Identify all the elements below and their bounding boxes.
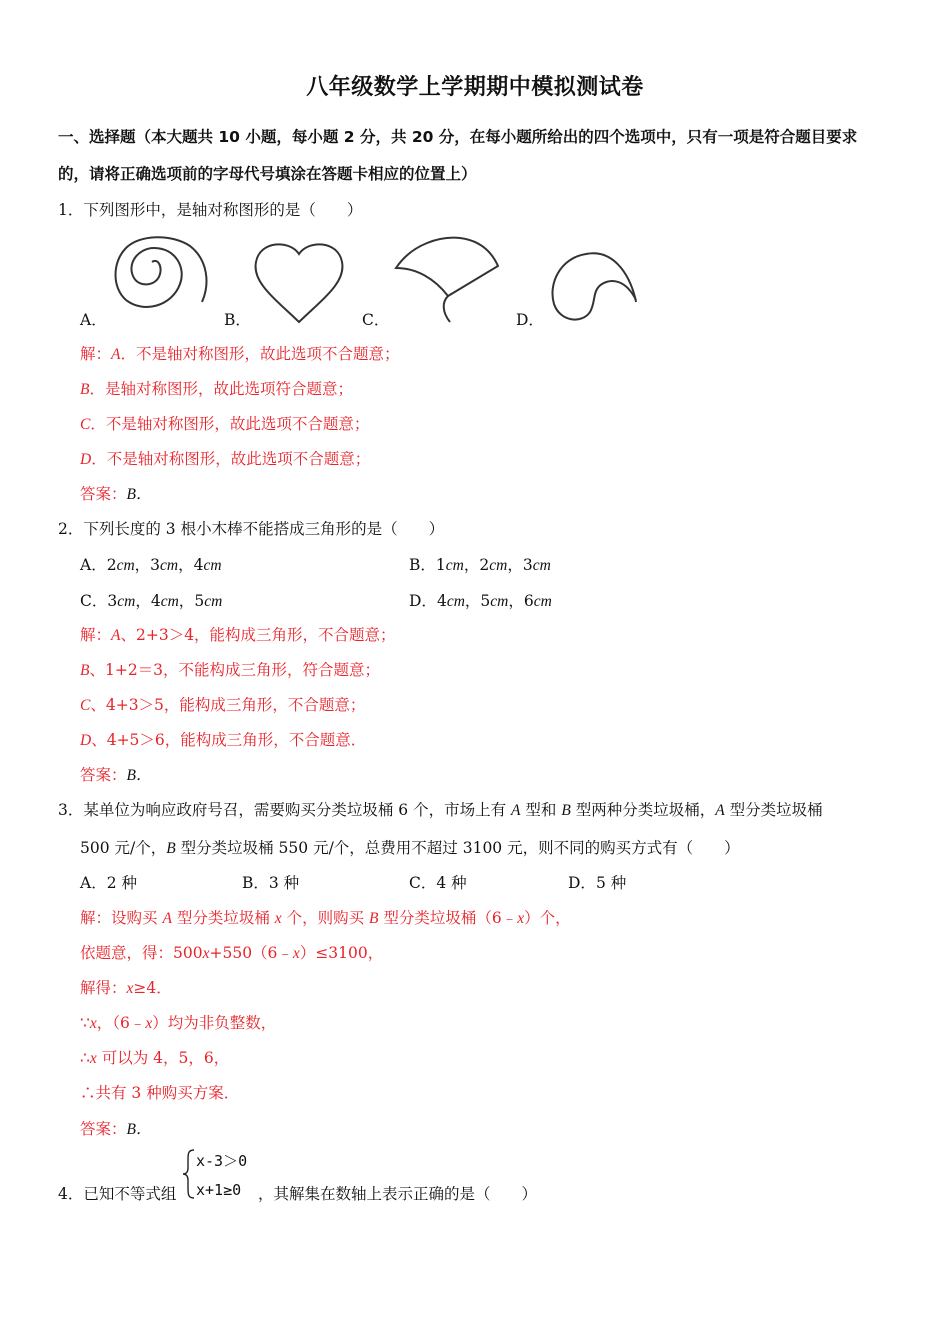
q3-stem-line2: 500 元/个，B 型分类垃圾桶 550 元/个，总费用不超过 3100 元，则不同的购买方式有（ ） bbox=[80, 839, 740, 857]
left-brace-icon bbox=[182, 1148, 196, 1200]
q3-solution-line: ∴共有 3 种购买方案． bbox=[80, 1084, 240, 1102]
inequality-1: x-3＞0 bbox=[196, 1152, 248, 1170]
q3-option-b: B．3 种 bbox=[242, 874, 300, 892]
q2-solution-line: 解：A、2+3＞4，能构成三角形，不合题意； bbox=[80, 626, 396, 644]
q2-option-a: A．2cm，3cm，4cm bbox=[80, 556, 222, 574]
inequality-2: x+1≥0 bbox=[196, 1181, 242, 1199]
q2-answer: 答案：B． bbox=[80, 766, 152, 784]
q1-solution-line: D．不是轴对称图形，故此选项不合题意； bbox=[80, 450, 371, 468]
q1-option-a-label: A． bbox=[80, 311, 107, 329]
q2-option-d: D．4cm，5cm，6cm bbox=[409, 592, 552, 610]
q3-solution-line: ∵x，（6﹣x）均为非负整数， bbox=[80, 1014, 277, 1032]
section-instructions-line2: 的，请将正确选项前的字母代号填涂在答题卡相应的位置上） bbox=[58, 165, 477, 183]
q1-option-c-label: C． bbox=[362, 311, 390, 329]
q2-option-b: B．1cm，2cm，3cm bbox=[409, 556, 551, 574]
q1-stem: 1．下列图形中，是轴对称图形的是（ ） bbox=[58, 201, 363, 219]
q4-stem-suffix: ，其解集在数轴上表示正确的是（ ） bbox=[258, 1185, 538, 1203]
q3-option-a: A．2 种 bbox=[80, 874, 137, 892]
q1-option-b-label: B． bbox=[224, 311, 251, 329]
q3-option-c: C．4 种 bbox=[409, 874, 467, 892]
q2-solution-line: B、1+2＝3，不能构成三角形，符合题意； bbox=[80, 661, 381, 679]
page-title: 八年级数学上学期期中模拟测试卷 bbox=[306, 75, 644, 100]
q3-solution-line: 解得：x≥4． bbox=[80, 979, 172, 997]
q1-solution-line: 解：A．不是轴对称图形，故此选项不合题意； bbox=[80, 345, 400, 363]
q1-solution-line: B．是轴对称图形，故此选项符合题意； bbox=[80, 380, 353, 398]
q1-solution-line: C．不是轴对称图形，故此选项不合题意； bbox=[80, 415, 370, 433]
q3-solution-line: 依题意，得：500x+550（6﹣x）≤3100， bbox=[80, 944, 384, 962]
q3-option-d: D．5 种 bbox=[568, 874, 627, 892]
q3-stem-line1: 3．某单位为响应政府号召，需要购买分类垃圾桶 6 个，市场上有 A 型和 B 型两种分类垃圾桶，A 型分类垃圾桶 bbox=[58, 801, 823, 819]
q3-solution-line: 解：设购买 A 型分类垃圾桶 x 个，则购买 B 型分类垃圾桶（6﹣x）个， bbox=[80, 909, 571, 927]
q1-option-d-label: D． bbox=[516, 311, 544, 329]
q2-solution-line: C、4+3＞5，能构成三角形，不合题意； bbox=[80, 696, 366, 714]
section-instructions-line1: 一、选择题（本大题共 10 小题，每小题 2 分，共 20 分，在每小题所给出的四个选项中，只有一项是符合题目要求 bbox=[58, 128, 858, 146]
q3-answer: 答案：B． bbox=[80, 1120, 152, 1138]
heart-figure-icon bbox=[250, 240, 348, 324]
q3-solution-line: ∴x 可以为 4，5，6， bbox=[80, 1049, 230, 1067]
q1-answer: 答案：B． bbox=[80, 485, 152, 503]
q2-option-c: C．3cm，4cm，5cm bbox=[80, 592, 223, 610]
q2-solution-line: D、4+5＞6，能构成三角形，不合题意． bbox=[80, 731, 367, 749]
spiral-figure-icon bbox=[110, 232, 210, 320]
q2-stem: 2．下列长度的 3 根小木棒不能搭成三角形的是（ ） bbox=[58, 520, 445, 538]
q4-stem-prefix: 4．已知不等式组 bbox=[58, 1185, 177, 1203]
fan-leaf-figure-icon bbox=[392, 234, 502, 324]
wave-hook-figure-icon bbox=[546, 250, 642, 324]
